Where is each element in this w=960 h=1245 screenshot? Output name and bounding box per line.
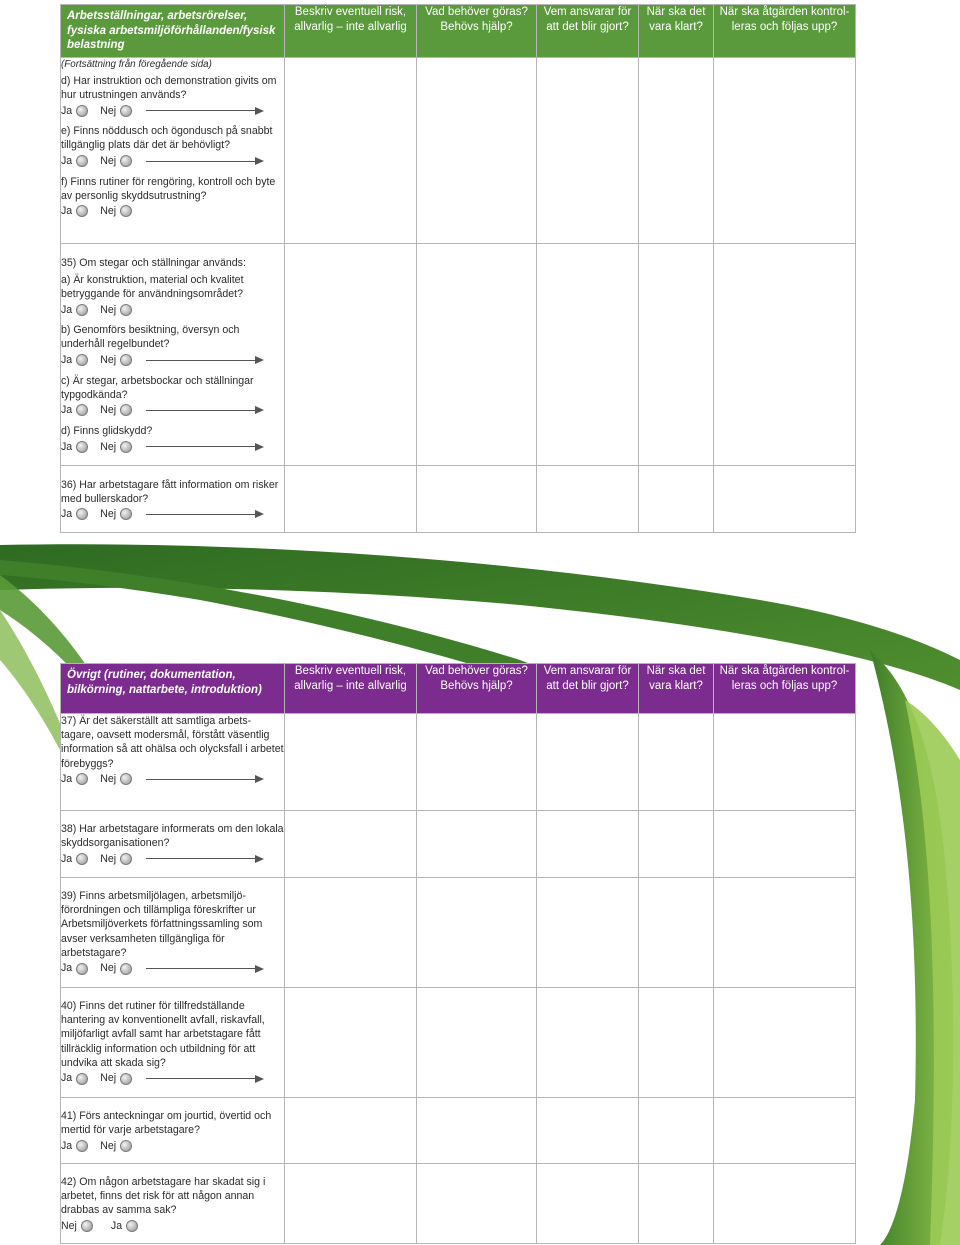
answer-cell[interactable] — [714, 465, 856, 532]
yes-radio[interactable] — [76, 853, 88, 865]
yes-radio[interactable] — [76, 1140, 88, 1152]
answer-cell[interactable] — [537, 988, 639, 1098]
section-physical-work-environment — [60, 4, 856, 533]
no-radio[interactable] — [120, 354, 132, 366]
yes-no-group: Ja Nej — [61, 301, 284, 318]
question-40-cell — [61, 988, 285, 1098]
arrow-right-icon — [146, 356, 264, 364]
answer-cell[interactable] — [285, 465, 417, 532]
answer-cell[interactable] — [537, 465, 639, 532]
no-radio[interactable] — [120, 773, 132, 785]
arrow-right-icon — [146, 965, 264, 973]
header-describe-risk: Beskriv eventuell risk, allvarlig – inte allvarlig — [285, 5, 417, 58]
yes-radio[interactable] — [76, 205, 88, 217]
question-text: 41) Förs anteckningar om jourtid, övertid och mertid för varje arbetstagare? — [61, 1110, 272, 1137]
answer-cell[interactable] — [714, 878, 856, 988]
answer-cell[interactable] — [537, 878, 639, 988]
yes-radio[interactable] — [76, 963, 88, 975]
no-radio[interactable] — [120, 508, 132, 520]
header-area: Arbetsställningar, arbetsrörelser, fysiska arbetsmiljöförhållanden/fysisk belastning — [61, 5, 285, 58]
answer-cell[interactable] — [285, 714, 417, 811]
question-text: e) Finns nöddusch och ögondusch på snabbt tillgänglig plats där det är behövligt? — [61, 125, 273, 152]
header-follow-up: När ska åtgärden kontrol- leras och följas upp? — [714, 664, 856, 714]
yes-no-group: Ja Nej — [61, 203, 284, 220]
arrow-right-icon — [146, 157, 264, 165]
no-radio[interactable] — [120, 441, 132, 453]
header-area: Övrigt (rutiner, dokumentation, bilkörning, nattarbete, introduktion) — [61, 664, 285, 714]
answer-cell[interactable] — [417, 811, 537, 878]
answer-cell[interactable] — [285, 57, 417, 243]
arrow-right-icon — [146, 855, 264, 863]
arrow-right-icon — [146, 443, 264, 451]
yes-no-group: Ja Nej — [61, 438, 284, 455]
header-responsible: Vem ansvarar för att det blir gjort? — [537, 5, 639, 58]
question-38-cell — [61, 811, 285, 878]
answer-cell[interactable] — [417, 57, 537, 243]
question-text: 37) Är det säkerställt att samtliga arbets- tagare, oavsett modersmål, förstått väsentlig information så att ohälsa och olycksfall i arbetet förebyggs? — [61, 715, 284, 770]
yes-no-group: Ja Nej — [61, 102, 284, 119]
no-radio[interactable] — [81, 1220, 93, 1232]
no-radio[interactable] — [120, 105, 132, 117]
question-text: 40) Finns det rutiner för tillfredställande hantering av konventionellt avfall, riskavfall, miljöfarligt avfall samt har arbetstagare fått tillräcklig information och utbildning för att undvika att skada sig? — [61, 1000, 265, 1069]
question-text: d) Finns glidskydd? — [61, 424, 153, 437]
answer-cell[interactable] — [417, 243, 537, 465]
yes-no-group: Ja Nej — [61, 1137, 284, 1154]
answer-cell[interactable] — [639, 465, 714, 532]
table-row — [61, 1098, 856, 1164]
question-text: 39) Finns arbetsmiljölagen, arbetsmiljö- förordningen och tillämpliga föreskrifter ur Arbetsmiljöverkets författningssamling som avser verksamheten tillgängliga för arbetstagare? — [61, 890, 263, 959]
answer-cell[interactable] — [285, 811, 417, 878]
answer-cell[interactable] — [537, 811, 639, 878]
question-text: c) Är stegar, arbetsbockar och ställningar typgodkända? — [61, 374, 254, 401]
question-text: d) Har instruktion och demonstration givits om hur utrustningen används? — [61, 74, 277, 101]
question-text: a) Är konstruktion, material och kvalitet betryggande för användningsområdet? — [61, 273, 244, 300]
answer-cell[interactable] — [417, 1164, 537, 1244]
section-other — [60, 663, 856, 1244]
header-what-to-do: Vad behöver göras? Behövs hjälp? — [417, 664, 537, 714]
header-follow-up: När ska åtgärden kontrol- leras och följas upp? — [714, 5, 856, 58]
no-radio[interactable] — [120, 1073, 132, 1085]
question-text: 36) Har arbetstagare fått information om risker med bullerskador? — [61, 478, 279, 505]
answer-cell[interactable] — [537, 243, 639, 465]
answer-cell[interactable] — [639, 988, 714, 1098]
question-35-cell — [61, 243, 285, 465]
question-text: f) Finns rutiner för rengöring, kontroll och byte av personlig skyddsutrustning? — [61, 175, 276, 202]
answer-cell[interactable] — [714, 243, 856, 465]
yes-radio[interactable] — [76, 155, 88, 167]
header-deadline: När ska det vara klart? — [639, 664, 714, 714]
yes-radio[interactable] — [76, 354, 88, 366]
answer-cell[interactable] — [639, 811, 714, 878]
no-radio[interactable] — [120, 205, 132, 217]
answer-cell[interactable] — [714, 57, 856, 243]
answer-cell[interactable] — [639, 1164, 714, 1244]
header-what-to-do: Vad behöver göras? Behövs hjälp? — [417, 5, 537, 58]
answer-cell[interactable] — [285, 1164, 417, 1244]
question-39-cell — [61, 878, 285, 988]
yes-radio[interactable] — [76, 404, 88, 416]
answer-cell[interactable] — [417, 1098, 537, 1164]
no-radio[interactable] — [120, 404, 132, 416]
yes-no-group: Ja Nej — [61, 850, 284, 867]
arrow-right-icon — [146, 107, 264, 115]
table-row — [61, 988, 856, 1098]
yes-radio[interactable] — [126, 1220, 138, 1232]
yes-no-group: Ja Nej — [61, 506, 284, 523]
answer-cell[interactable] — [639, 878, 714, 988]
answer-cell[interactable] — [537, 1098, 639, 1164]
yes-radio[interactable] — [76, 508, 88, 520]
question-34-cell — [61, 57, 285, 243]
header-describe-risk: Beskriv eventuell risk, allvarlig – inte allvarlig — [285, 664, 417, 714]
answer-cell[interactable] — [714, 988, 856, 1098]
answer-cell[interactable] — [417, 714, 537, 811]
yes-no-group: Ja Nej — [61, 153, 284, 170]
answer-cell[interactable] — [639, 714, 714, 811]
yes-no-group: Ja Nej — [61, 402, 284, 419]
table-row — [61, 714, 856, 811]
yes-radio[interactable] — [76, 304, 88, 316]
answer-cell[interactable] — [417, 878, 537, 988]
yes-no-group: Nej Ja — [61, 1218, 284, 1235]
answer-cell[interactable] — [285, 988, 417, 1098]
answer-cell[interactable] — [285, 243, 417, 465]
answer-cell[interactable] — [537, 714, 639, 811]
question-37-cell — [61, 714, 285, 811]
table-row — [61, 878, 856, 988]
no-radio[interactable] — [120, 853, 132, 865]
yes-radio[interactable] — [76, 773, 88, 785]
answer-cell[interactable] — [285, 1098, 417, 1164]
answer-cell[interactable] — [714, 714, 856, 811]
no-radio[interactable] — [120, 1140, 132, 1152]
arrow-right-icon — [146, 510, 264, 518]
answer-cell[interactable] — [639, 57, 714, 243]
answer-cell[interactable] — [714, 1164, 856, 1244]
question-41-cell — [61, 1098, 285, 1164]
no-radio[interactable] — [120, 304, 132, 316]
yes-radio[interactable] — [76, 105, 88, 117]
answer-cell[interactable] — [285, 878, 417, 988]
answer-cell[interactable] — [639, 1098, 714, 1164]
yes-no-group: Ja Nej — [61, 352, 284, 369]
no-radio[interactable] — [120, 963, 132, 975]
yes-no-group: Ja Nej — [61, 1070, 284, 1087]
table-row — [61, 1164, 856, 1244]
answer-cell[interactable] — [417, 465, 537, 532]
yes-no-group: Ja Nej — [61, 960, 284, 977]
answer-cell[interactable] — [537, 1164, 639, 1244]
question-text: 38) Har arbetstagare informerats om den lokala skyddsorganisationen? — [61, 823, 284, 850]
table-row — [61, 57, 856, 243]
question-text: 42) Om någon arbetstagare har skadat sig i arbetet, finns det risk för att någon annan drabbas av samma sak? — [61, 1176, 266, 1217]
table-row — [61, 243, 856, 465]
header-deadline: När ska det vara klart? — [639, 5, 714, 58]
yes-no-group: Ja Nej — [61, 771, 284, 788]
answer-cell[interactable] — [537, 57, 639, 243]
yes-radio[interactable] — [76, 441, 88, 453]
answer-cell[interactable] — [714, 1098, 856, 1164]
continued-note: (Fortsättning från föregående sida) — [61, 58, 212, 70]
question-text: b) Genomförs besiktning, översyn och underhåll regelbundet? — [61, 324, 240, 351]
arrow-right-icon — [146, 406, 264, 414]
header-responsible: Vem ansvarar för att det blir gjort? — [537, 664, 639, 714]
question-title: 35) Om stegar och ställningar används: — [61, 256, 246, 269]
no-radio[interactable] — [120, 155, 132, 167]
yes-radio[interactable] — [76, 1073, 88, 1085]
question-42-cell — [61, 1164, 285, 1244]
answer-cell[interactable] — [714, 811, 856, 878]
answer-cell[interactable] — [639, 243, 714, 465]
arrow-right-icon — [146, 775, 264, 783]
table-row — [61, 465, 856, 532]
question-36-cell — [61, 465, 285, 532]
table-row — [61, 811, 856, 878]
arrow-right-icon — [146, 1075, 264, 1083]
answer-cell[interactable] — [417, 988, 537, 1098]
